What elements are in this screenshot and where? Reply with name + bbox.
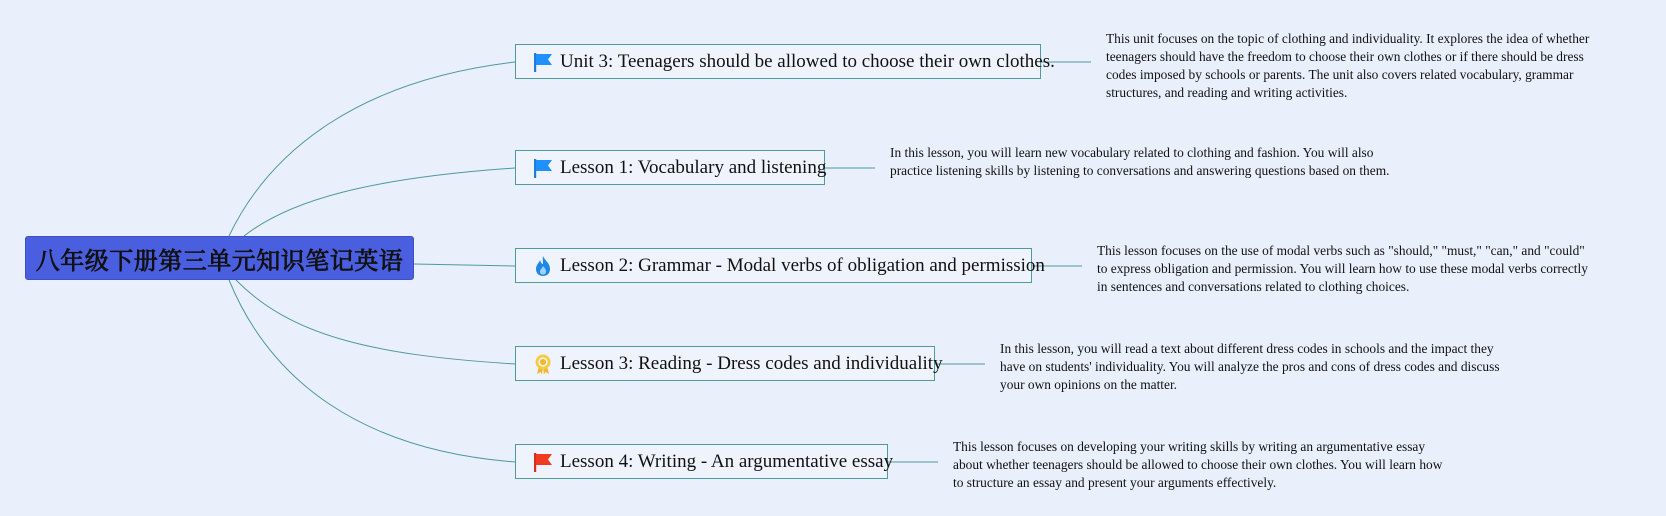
fire-icon (532, 255, 554, 277)
topic-unit-3[interactable] (515, 44, 1055, 79)
topic-label: Lesson 2: Grammar - Modal verbs of obligation and permission (560, 254, 1045, 276)
blue-flag-icon (532, 157, 554, 179)
topic-note: This lesson focuses on the use of modal verbs such as "should," "must," "can," and "could" to express obligation and permission. You will learn how to use these modal verbs correctly in sentences and conversations related to clothing choices. (1097, 243, 1588, 294)
central-topic[interactable] (25, 236, 414, 280)
topic-note: In this lesson, you will learn new vocabulary related to clothing and fashion. You will also practice listening skills by listening to conversations and answering questions based on them. (890, 145, 1390, 178)
topic-note: This lesson focuses on developing your writing skills by writing an argumentative essay about whether teenagers should be allowed to choose their own clothes. You will learn how to structure an essay and present your arguments effectively. (953, 439, 1443, 490)
topic-lesson-1[interactable] (515, 150, 825, 185)
award-ribbon-icon (532, 353, 554, 375)
topic-label: Unit 3: Teenagers should be allowed to choose their own clothes. (560, 50, 1055, 72)
topic-note: This unit focuses on the topic of clothing and individuality. It explores the idea of whether teenagers should have the freedom to choose their own clothes or if there should be dress codes imposed by schools or parents. The unit also covers related vocabulary, grammar structures, and reading and writing activities. (1106, 31, 1590, 100)
topic-label: Lesson 1: Vocabulary and listening (560, 156, 827, 178)
topic-note: In this lesson, you will read a text about different dress codes in schools and the impact they have on students' individuality. You will analyze the pros and cons of dress codes and discuss your own opinions on the matter. (1000, 341, 1500, 392)
connector-root-topic-5 (229, 280, 515, 462)
topic-label: Lesson 3: Reading - Dress codes and individuality (560, 352, 943, 374)
topic-lesson-2[interactable] (515, 248, 1045, 283)
topic-label: Lesson 4: Writing - An argumentative essay (560, 450, 894, 472)
central-topic-label: 八年级下册第三单元知识笔记英语 (35, 246, 404, 275)
connector-root-topic-3 (414, 264, 515, 266)
connector-root-topic-4 (236, 280, 515, 364)
topic-lesson-4[interactable] (515, 444, 894, 479)
connector-root-topic-2 (244, 168, 515, 236)
blue-flag-icon (532, 51, 554, 73)
red-flag-icon (532, 451, 554, 473)
topic-lesson-3[interactable] (515, 346, 943, 381)
connector-root-topic-1 (229, 62, 515, 236)
